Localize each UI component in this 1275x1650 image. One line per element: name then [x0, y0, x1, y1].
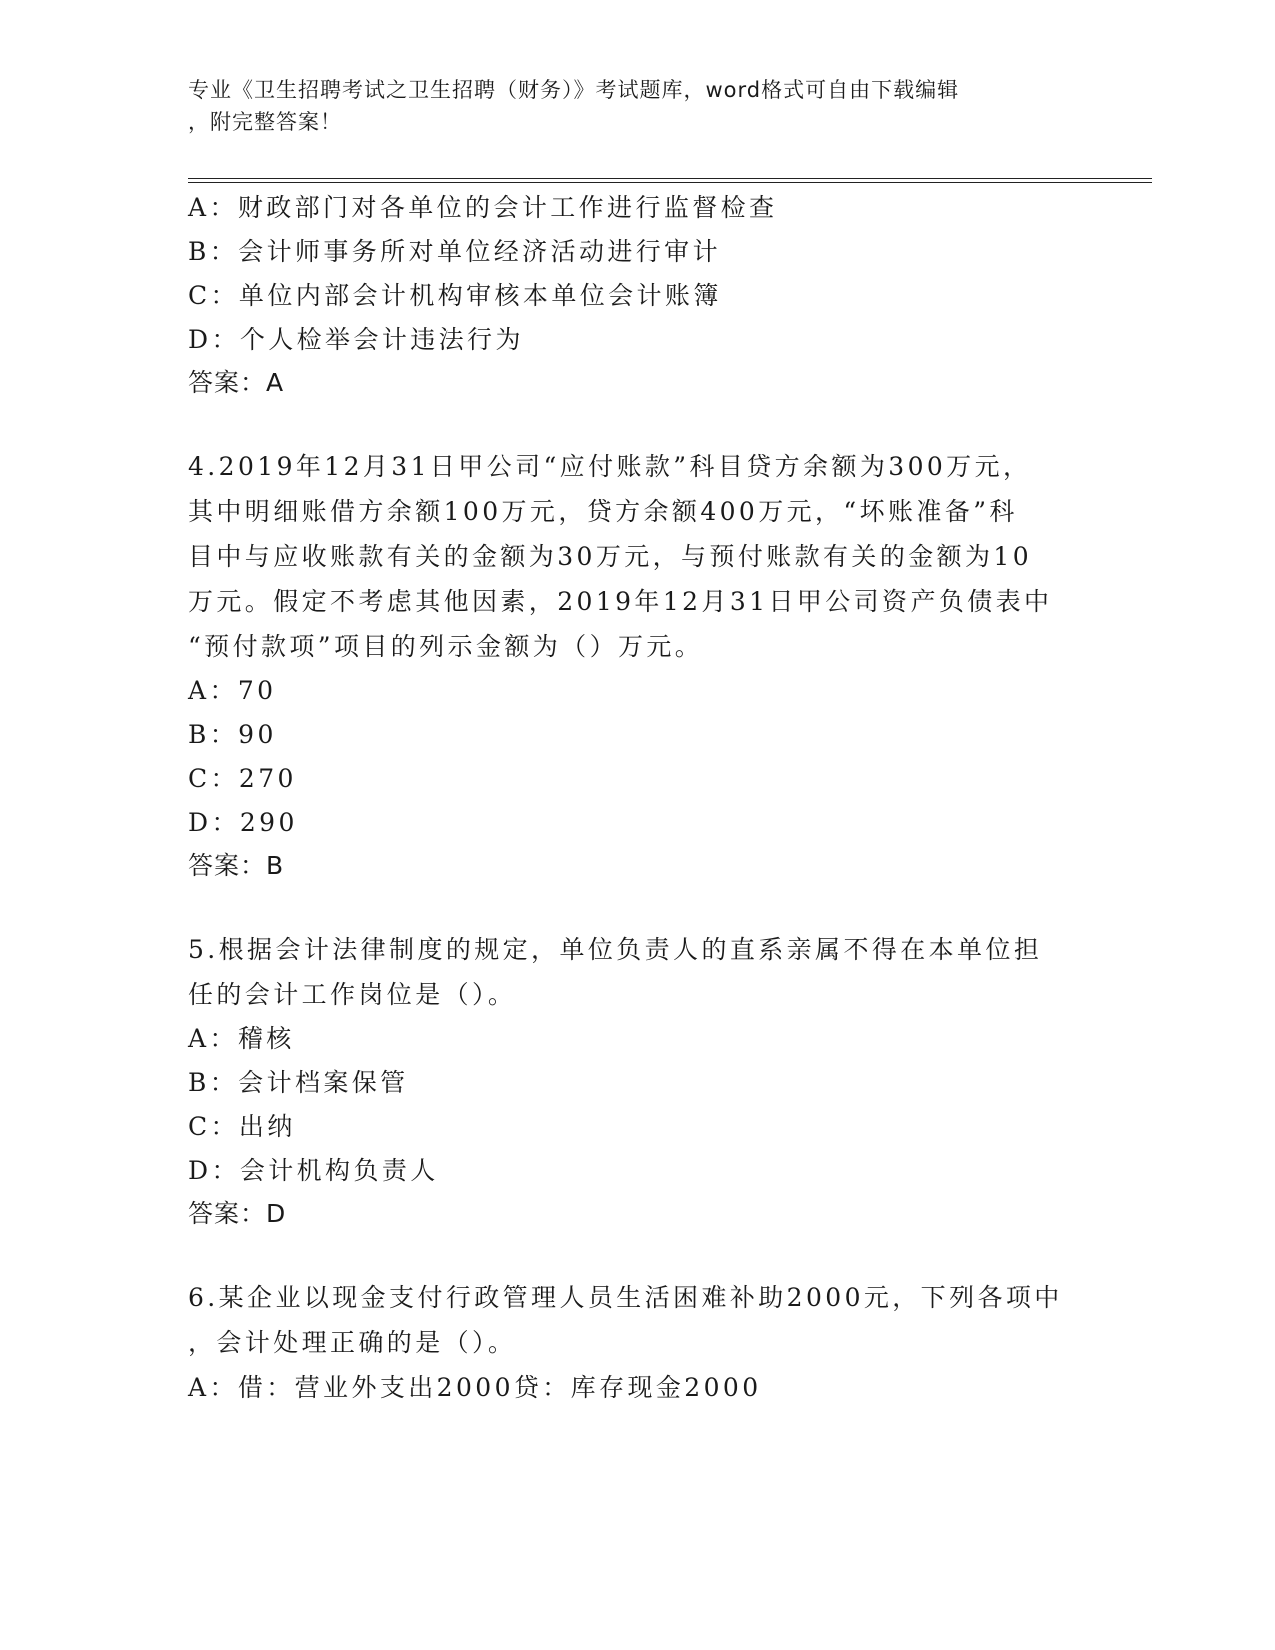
q5-option-c: C：出纳 [188, 1112, 296, 1141]
q4-option-b: B：90 [188, 720, 277, 749]
q6-text-line-1: 6.某企业以现金支付行政管理人员生活困难补助2000元，下列各项中 [188, 1283, 1063, 1312]
q3-option-c: C：单位内部会计机构审核本单位会计账簿 [188, 281, 722, 310]
q5-option-d: D：会计机构负责人 [188, 1156, 439, 1185]
q4-answer: 答案：B [188, 851, 285, 880]
q5-text-line-1: 5.根据会计法律制度的规定，单位负责人的直系亲属不得在本单位担 [188, 935, 1043, 964]
q6-option-a: A：借：营业外支出2000贷：库存现金2000 [188, 1373, 762, 1402]
q3-answer: 答案：A [188, 368, 285, 397]
q4-option-d: D：290 [188, 808, 298, 837]
q4-text-line-2: 其中明细账借方余额100万元，贷方余额400万元，“坏账准备”科 [188, 497, 1018, 526]
q3-option-d: D：个人检举会计违法行为 [188, 325, 524, 354]
q6-text-line-2: ，会计处理正确的是（）。 [188, 1328, 517, 1357]
document-header [188, 74, 1068, 138]
header-line-1: 专业《卫生招聘考试之卫生招聘（财务）》考试题库，word格式可自由下载编辑 [188, 78, 960, 102]
q4-option-c: C：270 [188, 764, 297, 793]
q3-option-b: B：会计师事务所对单位经济活动进行审计 [188, 237, 721, 266]
header-line-2: ，附完整答案！ [188, 110, 342, 134]
q4-text-line-4: 万元。假定不考虑其他因素，2019年12月31日甲公司资产负债表中 [188, 587, 1053, 616]
q4-option-a: A：70 [188, 676, 277, 705]
q4-text-line-1: 4.2019年12月31日甲公司“应付账款”科目贷方余额为300万元， [188, 452, 1032, 481]
q5-answer: 答案：D [188, 1199, 287, 1228]
q5-text-line-2: 任的会计工作岗位是（）。 [188, 980, 517, 1009]
q5-option-a: A：稽核 [188, 1024, 295, 1053]
q4-text-line-5: “预付款项”项目的列示金额为（）万元。 [188, 632, 704, 661]
q4-text-line-3: 目中与应收账款有关的金额为30万元，与预付账款有关的金额为10 [188, 542, 1033, 571]
q3-option-a: A：财政部门对各单位的会计工作进行监督检查 [188, 193, 778, 222]
q5-option-b: B：会计档案保管 [188, 1068, 409, 1097]
header-divider [188, 178, 1152, 183]
